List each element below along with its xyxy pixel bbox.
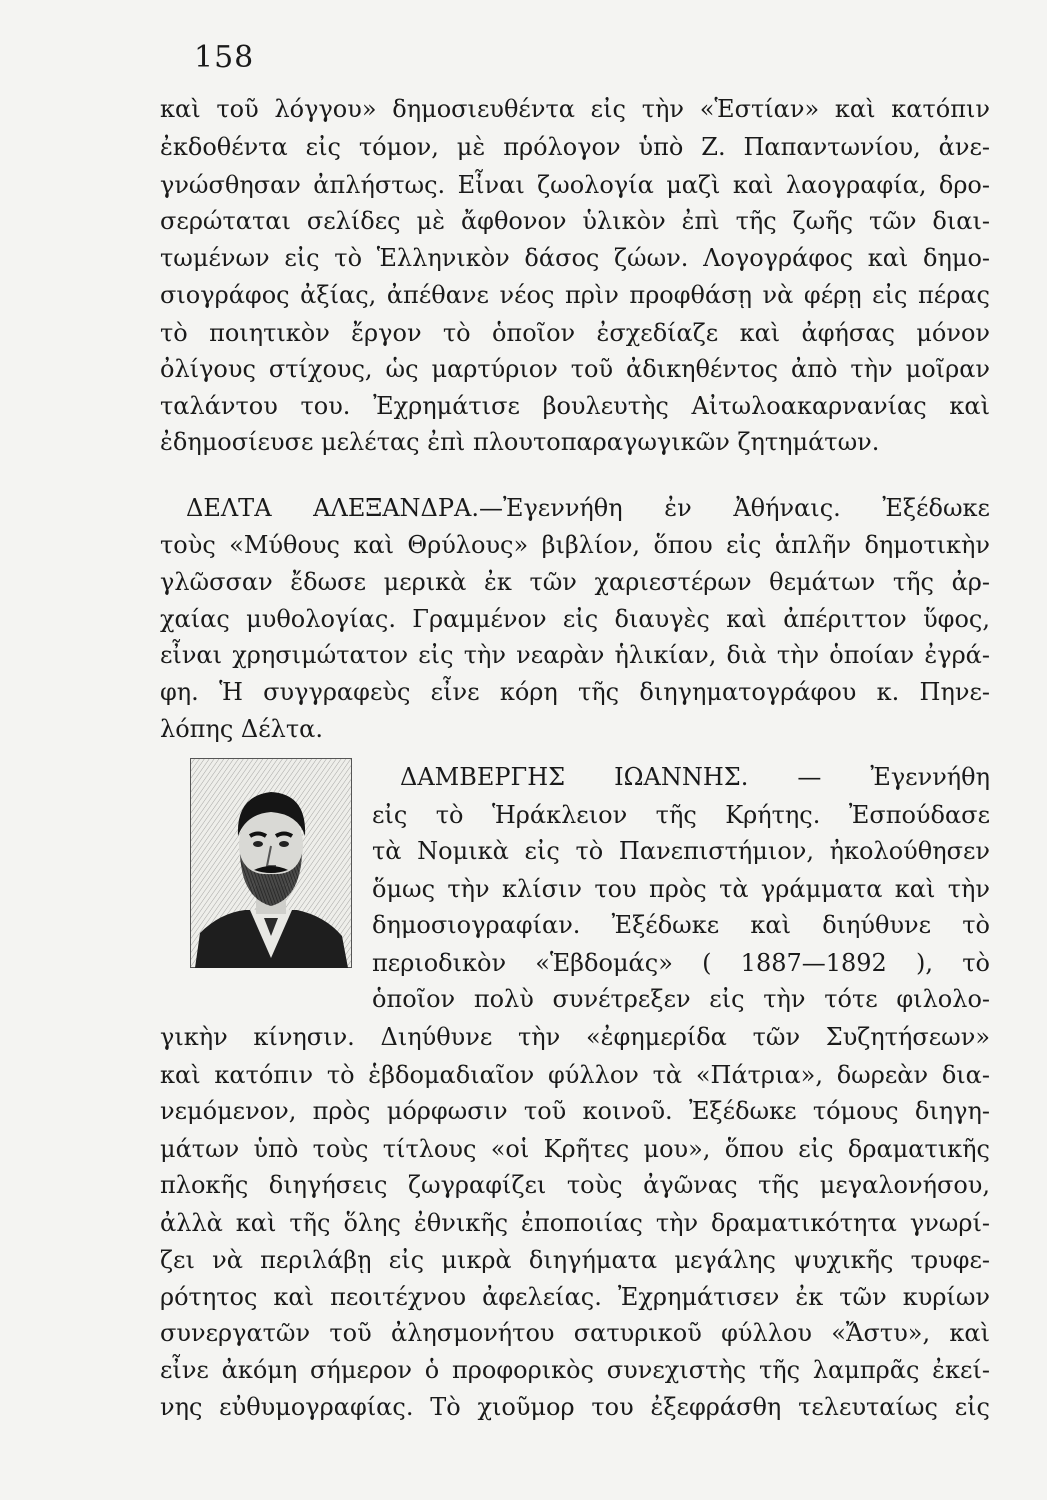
text-line: ἀλλὰ καὶ τῆς ὅλης ἐθνικῆς ἐποποιίας τὴν δραματικότητα γνωρί- xyxy=(160,1209,990,1237)
entry-heading-delta: ΔΕΛΤΑ ΑΛΕΞΑΝΔΡΑ.—Ἐγεννήθη ἐν Ἀθήναις. Ἐξέδωκε xyxy=(186,494,990,522)
text-line: γλῶσσαν ἔδωσε μερικὰ ἐκ τῶν χαριεστέρων θεμάτων τῆς ἀρ- xyxy=(160,568,990,596)
text-line: δημοσιογραφίαν. Ἐξέδωκε καὶ διηύθυνε τὸ xyxy=(372,911,990,939)
text-line: εἰς τὸ Ἡράκλειον τῆς Κρήτης. Ἐσπούδασε xyxy=(372,801,990,829)
text-line: τωμένων εἰς τὸ Ἑλληνικὸν δάσος ζώων. Λογογράφος καὶ δημο- xyxy=(160,244,990,272)
entry-heading-damvergis: ΔΑΜΒΕΡΓΗΣ ΙΩΑΝΝΗΣ. — Ἐγεννήθη xyxy=(400,763,990,791)
portrait-engraving xyxy=(190,758,352,968)
text-line: ἐδημοσίευσε μελέτας ἐπὶ πλουτοπαραγωγικῶν ζητημάτων. xyxy=(160,428,880,456)
text-line: ὅμως τὴν κλίσιν του πρὸς τὰ γράμματα καὶ τὴν xyxy=(372,875,990,903)
text-line: ὁποῖον πολὺ συνέτρεξεν εἰς τὴν τότε φιλολο- xyxy=(372,985,990,1013)
text-line: ταλάντου του. Ἐχρημάτισε βουλευτὴς Αἰτωλοακαρνανίας καὶ xyxy=(160,392,990,420)
text-line: λόπης Δέλτα. xyxy=(160,715,323,743)
text-line: καὶ τοῦ λόγγου» δημοσιευθέντα εἰς τὴν «Ἑστίαν» καὶ κατόπιν xyxy=(160,95,990,123)
text-line: συνεργατῶν τοῦ ἀλησμονήτου σατυρικοῦ φύλλου «Ἄστυ», καὶ xyxy=(160,1319,990,1347)
text-line: γικὴν κίνησιν. Διηύθυνε τὴν «ἐφημερίδα τῶν Συζητήσεων» xyxy=(160,1023,990,1051)
text-line: τοὺς «Μύθους καὶ Θρύλους» βιβλίον, ὅπου εἰς ἁπλῆν δημοτικὴν xyxy=(160,531,990,559)
text-line: περιοδικὸν «Ἑβδομάς» ( 1887—1892 ), τὸ xyxy=(372,949,990,977)
text-line: ὀλίγους στίχους, ὡς μαρτύριον τοῦ ἀδικηθέντος ἀπὸ τὴν μοῖραν xyxy=(160,355,990,383)
author-portrait xyxy=(190,758,352,968)
text-line: νεμόμενον, πρὸς μόρφωσιν τοῦ κοινοῦ. Ἐξέδωκε τόμους διηγη- xyxy=(160,1097,990,1125)
text-line: τὰ Νομικὰ εἰς τὸ Πανεπιστήμιον, ἠκολούθησεν xyxy=(372,837,990,865)
text-line: ἐκδοθέντα εἰς τόμον, μὲ πρόλογον ὑπὸ Ζ. Παπαντωνίου, ἀνε- xyxy=(160,133,990,161)
text-line: ζει νὰ περιλάβῃ εἰς μικρὰ διηγήματα μεγάλης ψυχικῆς τρυφε- xyxy=(160,1246,990,1274)
text-line: χαίας μυθολογίας. Γραμμένον εἰς διαυγὲς καὶ ἀπέριττον ὕφος, xyxy=(160,605,990,633)
text-line: καὶ κατόπιν τὸ ἑβδομαδιαῖον φύλλον τὰ «Πάτρια», δωρεὰν δια- xyxy=(160,1061,990,1089)
text-line: πλοκῆς διηγήσεις ζωγραφίζει τοὺς ἀγῶνας τῆς μεγαλονήσου, xyxy=(160,1171,990,1199)
text-line: μάτων ὑπὸ τοὺς τίτλους «οἱ Κρῆτες μου», ὅπου εἰς δραματικῆς xyxy=(160,1135,990,1163)
text-line: εἶναι χρησιμώτατον εἰς τὴν νεαρὰν ἡλικίαν, διὰ τὴν ὁποίαν ἐγρά- xyxy=(160,641,990,669)
text-line: νης εὐθυμογραφίας. Τὸ χιοῦμορ του ἐξεφράσθη τελευταίως εἰς xyxy=(160,1393,990,1421)
text-line: σιογράφος ἀξίας, ἀπέθανε νέος πρὶν προφθάσῃ νὰ φέρῃ εἰς πέρας xyxy=(160,281,990,309)
text-line: εἶνε ἀκόμη σήμερον ὁ προφορικὸς συνεχιστὴς τῆς λαμπρᾶς ἐκεί- xyxy=(160,1356,990,1384)
text-line: σερώταται σελίδες μὲ ἄφθονον ὑλικὸν ἐπὶ τῆς ζωῆς τῶν διαι- xyxy=(160,207,990,235)
text-line: γνώσθησαν ἀπλήστως. Εἶναι ζωολογία μαζὶ καὶ λαογραφία, δρο- xyxy=(160,171,990,199)
text-line: τὸ ποιητικὸν ἔργον τὸ ὁποῖον ἐσχεδίαζε καὶ ἀφήσας μόνον xyxy=(160,319,990,347)
text-line: ρότητος καὶ πεοιτέχνου ἀφελείας. Ἐχρημάτισεν ἐκ τῶν κυρίων xyxy=(160,1283,990,1311)
text-line: φη. Ἡ συγγραφεὺς εἶνε κόρη τῆς διηγηματογράφου κ. Πηνε- xyxy=(160,678,990,706)
page-number: 158 xyxy=(194,40,255,75)
